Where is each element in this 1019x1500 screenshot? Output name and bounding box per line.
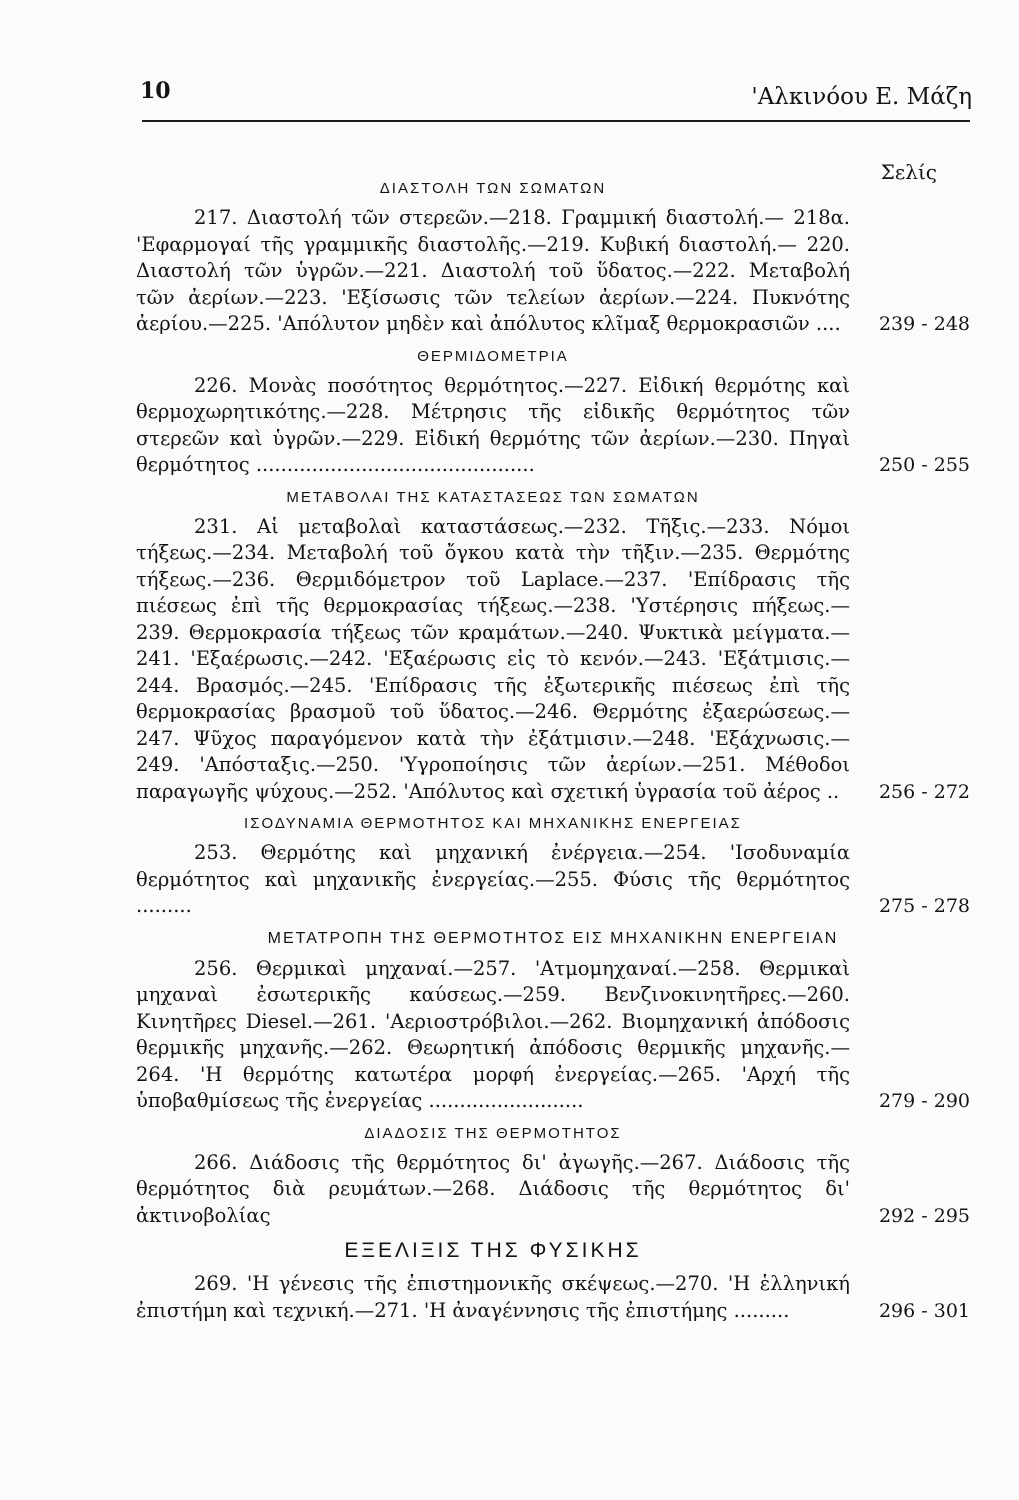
entry-text: 217. Διαστολή τῶν στερεῶν.—218. Γραμμική διαστολή.— 218α. 'Εφαρμογαί τῆς γραμμικῆς διαστολῆς.—219. Κυβική διαστολή.— 220. Διαστολή τῶν ὑγρῶν.—221. Διαστολή τοῦ ὕδατος.—222. Μεταβολή τῶν ἀερίων.—223. 'Εξίσωσις τῶν τελείων ἀερίων.—224. Πυκνότης ἀερίου.—225. 'Απόλυτον μηδὲν καὶ ἀπόλυτος κλῖμαξ θερμοκρασιῶν .... — [136, 206, 850, 335]
page-header — [140, 72, 972, 122]
pages-column-header: Σελίς — [880, 160, 937, 184]
page-range: 275 - 278 — [878, 895, 970, 917]
entry-text: 253. Θερμότης καὶ μηχανική ἐνέργεια.—254. 'Ισοδυναμία θερμότητος καὶ μηχανικῆς ἐνεργείας.—255. Φύσις τῆς θερμότητος ......... — [136, 841, 850, 917]
page-number: 10 — [140, 78, 171, 104]
section-title: ΘΕΡΜΙΔΟΜΕΤΡΙΑ — [417, 347, 569, 365]
page-range: 239 - 248 — [878, 313, 970, 335]
section-title: ΕΞΕΛΙΞΙΣ ΤΗΣ ΦΥΣΙΚΗΣ — [344, 1239, 642, 1262]
page-range: 292 - 295 — [878, 1204, 970, 1227]
page-range: 256 - 272 — [878, 780, 970, 803]
page-range: 279 - 290 — [878, 1090, 970, 1112]
page-range: 296 - 301 — [878, 1299, 970, 1322]
section-title: ΔΙΑΔΟΣΙΣ ΤΗΣ ΘΕΡΜΟΤΗΤΟΣ — [364, 1124, 622, 1142]
section-title: ΔΙΑΣΤΟΛΗ ΤΩΝ ΣΩΜΑΤΩΝ — [379, 180, 607, 197]
section-title: ΙΣΟΔΥΝΑΜΙΑ ΘΕΡΜΟΤΗΤΟΣ ΚΑΙ ΜΗΧΑΝΙΚΗΣ ΕΝΕΡΓΕΙΑΣ — [244, 815, 742, 832]
toc-section — [136, 1239, 970, 1324]
toc-entry — [136, 1271, 970, 1324]
toc-section — [136, 348, 970, 479]
entry-text: 256. Θερμικαὶ μηχαναί.—257. 'Ατμομηχαναί.—258. Θερμικαὶ μηχαναὶ ἐσωτερικῆς καύσεως.—259. Βενζινοκινητῆρες.—260. Κινητῆρες Diesel.—261. 'Αεριοστρόβιλοι.—262. Βιομηχανική ἀπόδοσις θερμικῆς μηχανῆς.—262. Θεωρητική ἀπόδοσις θερμικῆς μηχανῆς.— 264. 'Η θερμότης κατωτέρα μορφή ἐνεργείας.—265. 'Αρχή τῆς ὑποβαθμίσεως τῆς ἐνεργείας ......................... — [136, 956, 850, 1112]
header-rule — [142, 120, 970, 122]
toc-entry — [136, 205, 970, 338]
toc-section — [136, 930, 970, 1115]
toc-entry — [136, 1150, 970, 1230]
page-range: 250 - 255 — [878, 454, 970, 476]
table-of-contents — [136, 180, 970, 1334]
entry-text: 231. Αἱ μεταβολαὶ καταστάσεως.—232. Τῆξις.—233. Νόμοι τήξεως.—234. Μεταβολή τοῦ ὄγκου κατὰ τὴν τῆξιν.—235. Θερμότης τήξεως.—236. Θερμιδόμετρον τοῦ Laplace.—237. 'Επίδρασις τῆς πιέσεως ἐπὶ τῆς θερμοκρασίας τήξεως.—238. 'Υστέρησις πήξεως.— 239. Θερμοκρασία τήξεως τῶν κραμάτων.—240. Ψυκτικὰ μείγματα.— 241. 'Εξαέρωσις.—242. 'Εξαέρωσις εἰς τὸ κενόν.—243. 'Εξάτμισις.— 244. Βρασμός.—245. 'Επίδρασις τῆς ἐξωτερικῆς πιέσεως ἐπὶ τῆς θερμοκρασίας βρασμοῦ τοῦ ὕδατος.—246. Θερμότης ἐξαερώσεως.— 247. Ψῦχος παραγόμενον κατὰ τὴν ἐξάτμισιν.—248. 'Εξάχνωσις.— 249. 'Απόσταξις.—250. 'Υγροποίησις τῶν ἀερίων.—251. Μέθοδοι παραγωγῆς ψύχους.—252. 'Απόλυτος καὶ σχετική ὑγρασία τοῦ ἀέρος .. — [136, 514, 850, 803]
entry-text: 269. 'Η γένεσις τῆς ἐπιστημονικῆς σκέψεως.—270. 'Η ἑλληνική ἐπιστήμη καὶ τεχνική.—271. 'Η ἀναγέννησις τῆς ἐπιστήμης ......... — [136, 1272, 850, 1322]
toc-entry — [136, 373, 970, 479]
section-title: ΜΕΤΑΤΡΟΠΗ ΤΗΣ ΘΕΡΜΟΤΗΤΟΣ ΕΙΣ ΜΗΧΑΝΙΚΗΝ ΕΝΕΡΓΕΙΑΝ — [267, 929, 839, 947]
toc-entry — [136, 956, 970, 1115]
toc-section — [136, 489, 970, 806]
toc-section — [136, 815, 970, 920]
toc-entry — [136, 840, 970, 920]
toc-section — [136, 180, 970, 338]
entry-text: 266. Διάδοσις τῆς θερμότητος δι' ἀγωγῆς.—267. Διάδοσις τῆς θερμότητος διὰ ρευμάτων.—268. Διάδοσις τῆς θερμότητος δι' ἀκτινοβολίας — [136, 1150, 850, 1227]
toc-entry — [136, 514, 970, 806]
entry-text: 226. Μονὰς ποσότητος θερμότητος.—227. Εἰδική θερμότης καὶ θερμοχωρητικότης.—228. Μέτρησις τῆς εἰδικῆς θερμότητος τῶν στερεῶν καὶ ὑγρῶν.—229. Εἰδική θερμότης τῶν ἀερίων.—230. Πηγαὶ θερμότητος ............................................. — [136, 373, 850, 476]
running-title: 'Αλκινόου Ε. Μάζη — [751, 84, 972, 110]
toc-section — [136, 1125, 970, 1230]
section-title: ΜΕΤΑΒΟΛΑΙ ΤΗΣ ΚΑΤΑΣΤΑΣΕΩΣ ΤΩΝ ΣΩΜΑΤΩΝ — [286, 488, 700, 506]
